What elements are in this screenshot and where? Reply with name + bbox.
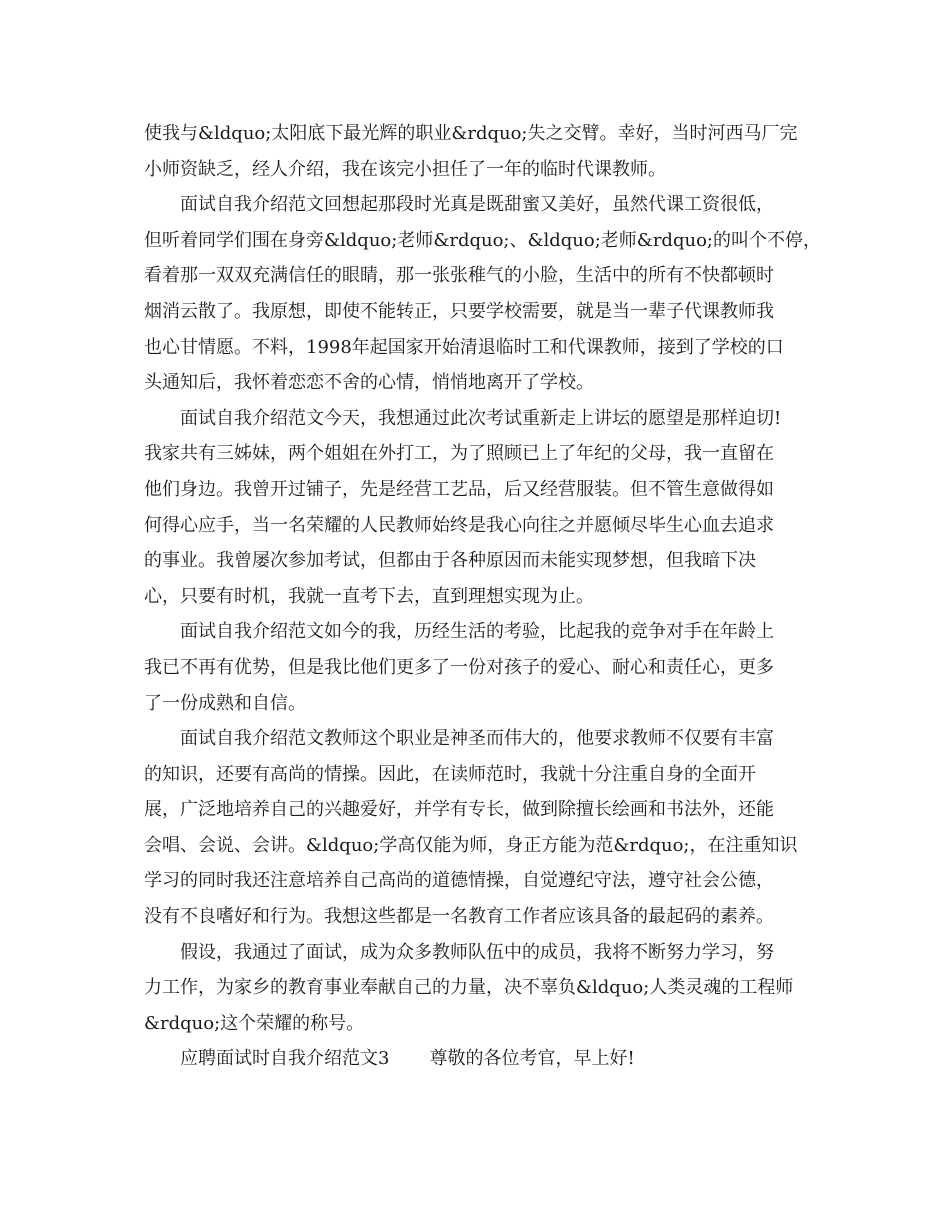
- text-line-1: 使我与&ldquo;太阳底下最光辉的职业&rdquo;失之交臂。幸好，当时河西马厂完: [144, 123, 798, 144]
- text-line-15: 面试自我介绍范文如今的我，历经生活的考验，比起我的竞争对手在年龄上: [180, 621, 774, 643]
- text-line-23: 没有不良嗜好和行为。我想这些都是一名教育工作者应该具备的最起码的素养。: [144, 906, 774, 928]
- text-line-4: 但听着同学们围在身旁&ldquo;老师&rdquo;、&ldquo;老师&rdquo;的叫个不停，: [144, 229, 821, 251]
- text-line-17: 了一份成熟和自信。: [144, 692, 306, 714]
- text-line-27: [144, 1041, 814, 1077]
- text-line-19: 的知识，还要有高尚的情操。因此，在读师范时，我就十分注重自身的全面开: [144, 763, 756, 785]
- text-line-25: 力工作，为家乡的教育事业奉献自己的力量，决不辜负&ldquo;人类灵魂的工程师: [144, 977, 794, 999]
- text-line-22: 学习的同时我还注意培养自己高尚的道德情操，自觉遵纪守法，遵守社会公德，: [144, 870, 774, 892]
- text-line-7: 也心甘情愿。不料，1998年起国家开始清退临时工和代课教师，接到了学校的口: [144, 336, 784, 358]
- text-line-12: 何得心应手，当一名荣耀的人民教师始终是我心向往之并愿倾尽毕生心血去追求: [144, 514, 774, 536]
- text-line-11: 他们身边。我曾开过铺子，先是经营工艺品，后又经营服装。但不管生意做得如: [144, 478, 774, 500]
- text-line-16: 我已不再有优势，但是我比他们更多了一份对孩子的爱心、耐心和责任心，更多: [144, 656, 774, 678]
- text-line-13: 的事业。我曾屡次参加考试，但都由于各种原因而未能实现梦想，但我暗下决: [144, 550, 756, 572]
- text-line-6: 烟消云散了。我原想，即使不能转正，只要学校需要，就是当一辈子代课教师我: [144, 300, 774, 322]
- text-line-21: 会唱、会说、会讲。&ldquo;学高仅能为师，身正方能为范&rdquo;，在注重知识: [144, 834, 798, 856]
- text-line-18: 面试自我介绍范文教师这个职业是神圣而伟大的，他要求教师不仅要有丰富: [180, 728, 774, 750]
- text-line-9: 面试自我介绍范文今天，我想通过此次考试重新走上讲坛的愿望是那样迫切!: [180, 407, 782, 429]
- text-line-5: 看着那一双双充满信任的眼睛，那一张张稚气的小脸，生活中的所有不快都顿时: [144, 265, 774, 287]
- text-line-26: &rdquo;这个荣耀的称号。: [144, 1012, 365, 1034]
- greeting-text: 尊敬的各位考官，早上好!: [429, 1048, 635, 1070]
- text-line-20: 展，广泛地培养自己的兴趣爱好，并学有专长，做到除擅长绘画和书法外，还能: [144, 799, 774, 821]
- section-heading: 应聘面试时自我介绍范文3: [180, 1048, 390, 1070]
- text-line-24: 假设，我通过了面试，成为众多教师队伍中的成员，我将不断努力学习，努: [180, 941, 774, 963]
- text-line-10: 我家共有三姊妹，两个姐姐在外打工，为了照顾已上了年纪的父母，我一直留在: [144, 443, 774, 465]
- document-body: [144, 116, 821, 1077]
- text-line-2: 小师资缺乏，经人介绍，我在该完小担任了一年的临时代课教师。: [144, 158, 666, 180]
- text-line-3: 面试自我介绍范文回想起那段时光真是既甜蜜又美好，虽然代课工资很低，: [180, 194, 774, 216]
- text-line-8: 头通知后，我怀着恋恋不舍的心情，悄悄地离开了学校。: [144, 372, 594, 394]
- text-line-14: 心，只要有时机，我就一直考下去，直到理想实现为止。: [144, 585, 594, 607]
